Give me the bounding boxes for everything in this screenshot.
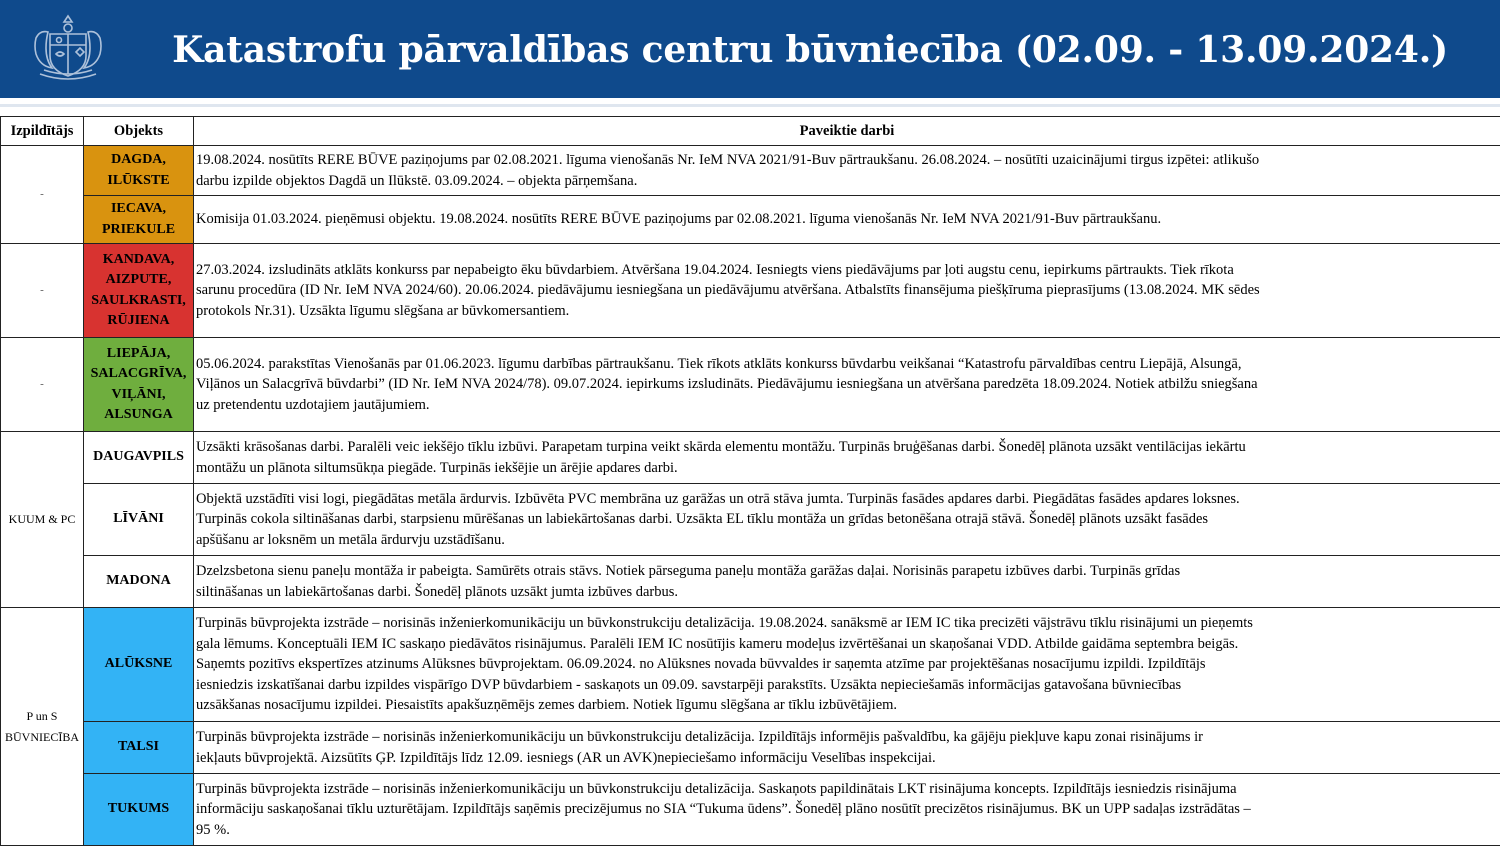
works-line: Komisija 01.03.2024. pieņēmusi objektu. 19.08.2024. nosūtīts RERE BŪVE paziņojums par 02.08.2021. līguma vienošanās Nr. IeM NVA 2021/91-Buv pārtraukšanu. [196,211,1162,228]
works-line: uz pretendentu uzdotajiem jautājumiem. [196,396,430,413]
works-line: siltināšanas un labiekārtošanas darbi. Šonedēļ plānots uzsākt jumta izbūves darbus. [196,583,679,600]
table-row [1,338,1500,432]
object-cell: TUKUMS [84,774,194,846]
executor-cell: KUUM & PC [1,432,84,608]
works-line: iesniedzis izskatīšanai darbu izpildes vispārīgo DVP būvdarbiem - saskaņots un 09.09. savstarpēji parakstīts. Uzsākta nepieciešamās informācijas gatavošana būvniecības [196,676,1182,693]
works-cell [194,338,1500,432]
object-name-line: KANDAVA, [102,251,175,267]
table-row [1,244,1500,338]
object-name-line: SALACGRĪVA, [90,366,187,381]
works-line: uzsākšanas nosacījumu izpildei. Piesaistīts apakšuzņēmējs zemes darbiem. Notiek līgumu slēgšana ar tīklu izbūvētājiem. [196,697,898,714]
table-row [1,774,1500,846]
object-name-line: RŪJIENA [107,313,170,328]
works-cell [194,484,1500,556]
works-line: Dzelzsbetona sienu paneļu montāža ir pabeigta. Samūrēts otrais stāvs. Notiek pārseguma paneļu montāža garāžas daļai. Norisinās parapetu izbūves darbi. Turpinās grīdas [196,563,1181,579]
works-cell [194,608,1500,722]
column-header-works: Paveiktie darbi [194,117,1500,146]
works-cell [194,432,1500,484]
table-row [1,196,1500,244]
works-line: protokols Nr.31). Uzsākta līgumu slēgšana ar būvkomersantiem. [196,302,570,319]
table-row [1,608,1500,722]
works-cell [194,556,1500,608]
object-name-line: VIĻĀNI, [111,386,166,402]
executor-cell: - [1,244,84,338]
works-line: 19.08.2024. nosūtīts RERE BŪVE paziņojums par 02.08.2021. līguma vienošanās Nr. IeM NVA 2021/91-Buv pārtraukšanu. 26.08.2024. – nosūtīti uzaicinājumi tirgus izpētei: atlikušo [196,152,1260,168]
works-line: informāciju saskaņošanai tīklu uzturētājam. Izpildītājs saņēmis precizējumus no SIA “Tukuma ūdens”. Šonedēļ plāno nosūtīt precizētos risinājumus. BK un UPP sadaļas izstrādātas – [196,801,1251,818]
object-cell [84,196,194,244]
object-name-line: ILŪKSTE [107,172,170,188]
executor-cell: - [1,338,84,432]
executor-name-line: BŪVNIECĪBA [5,729,79,744]
object-name-line: PRIEKULE [101,221,176,237]
object-cell: MADONA [84,556,194,608]
header-underline [0,104,1500,107]
column-header-executor: Izpildītājs [1,117,84,146]
works-line: Uzsākti krāsošanas darbi. Paralēli veic iekšējo tīklu izbūvi. Parapetam turpina veikt skārda elementu montāžu. Turpinās bruģēšanas darbi. Šonedēļ plānota uzsākt ventilācijas iekārtu [196,439,1246,455]
table-row [1,146,1500,196]
object-cell [84,244,194,338]
executor-cell [1,608,84,846]
works-line: Turpinās būvprojekta izstrāde – norisinās inženierkomunikāciju un būvkonstrukciju detalizācija. Izpildītājs informējis pašvaldību, ka gājēju piekļuve kapu zonai risinājums ir [196,729,1203,745]
works-line: apšūšanu ar loksnēm un metāla ārdurvju uzstādīšanu. [196,531,505,548]
works-line: 27.03.2024. izsludināts atklāts konkurss par nepabeigto ēku būvdarbiem. Atvēršana 19.04.2024. Iesniegts viens piedāvājums par ļoti augstu cenu, iepirkums pārtraukts. Tiek rīkota [196,261,1234,278]
works-line: Turpinās būvprojekta izstrāde – norisinās inženierkomunikāciju un būvkonstrukciju detalizācija. 19.08.2024. sanāksmē ar IEM IC tika precizēti vājstrāvu tīklu risinājumi un pieņemts [196,615,1253,632]
object-cell [84,338,194,432]
object-cell: LĪVĀNI [84,484,194,556]
works-cell [194,146,1500,196]
object-name-line: IECAVA, [110,201,167,216]
executor-name-line: P un S [26,709,58,723]
object-name-line: LIEPĀJA, [106,345,171,361]
works-line: iekļauts būvprojektā. Aizsūtīts ĢP. Izpildītājs līdz 12.09. iesniegs (AR un AVK)nepieciešamo informāciju Veselības inspekcijai. [196,749,936,766]
object-cell: DAUGAVPILS [84,432,194,484]
works-line: 95 %. [196,821,230,838]
object-cell: TALSI [84,722,194,774]
object-name-line: ALSUNGA [104,407,173,422]
works-cell [194,722,1500,774]
works-table [0,116,1500,846]
works-line: Turpinās būvprojekta izstrāde – norisinās inženierkomunikāciju un būvkonstrukciju detalizācija. Saskaņots papildinātais LKT risinājuma koncepts. Izpildītājs iesniedzis risinājuma [196,780,1237,797]
works-line: Viļānos un Salacgrīvā būvdarbi” (ID Nr. IeM NVA 2024/78). 09.07.2024. iepirkums izsludināts. Piedāvājumu iesniegšana un atvēršana paredzēta 18.09.2024. Notiek atbilžu sniegšana [196,376,1258,393]
table-header-row [1,117,1500,146]
table-row [1,432,1500,484]
works-cell [194,774,1500,846]
table-row [1,556,1500,608]
object-name-line: AIZPUTE, [105,272,172,287]
works-line: Objektā uzstādīti visi logi, piegādātas metāla ārdurvis. Izbūvēta PVC membrāna uz garāžas un otrā stāva jumta. Turpinās fasādes apdares darbi. Piegādātas fasādes apdares loksnes. [196,490,1240,507]
executor-cell: - [1,146,84,244]
object-name-line: DAGDA, [111,152,166,167]
works-line: Turpinās cokola siltināšanas darbi, starpsienu mūrēšanas un labiekārtošanas darbi. Uzsākta EL tīklu montāža un grīdas betonēšana otrajā stāvā. Šonedēļ plānots uzsākt fasādes [196,511,1209,528]
works-cell [194,196,1500,244]
header-bar [0,0,1500,98]
works-line: gala lēmums. Konceptuāli IEM IC saskaņo piedāvātos risinājumus. Paralēli IEM IC nosūtījis kameru modeļus izvērtēšanai un skaņošanai VDD. Atbilde gaidāma septembra beigās. [196,635,1239,652]
works-line: sarunu procedūra (ID Nr. IeM NVA 2024/60). 20.06.2024. piedāvājumu iesniegšana un piedāvājumu atvēršana. Atbalstīts finansējuma piešķīruma pieprasījums (13.08.2024. MK sēdes [196,282,1260,299]
table-row [1,722,1500,774]
latvia-coat-of-arms-icon [26,12,110,84]
column-header-object: Objekts [84,117,194,146]
works-line: montāžu un plānota siltumsūkņa piegāde. Turpinās iekšējie un ārējie apdares darbi. [196,459,678,476]
table-row [1,484,1500,556]
object-cell [84,146,194,196]
works-line: 05.06.2024. parakstītas Vienošanās par 01.06.2023. līgumu darbības pārtraukšanu. Tiek rīkots atklāts konkurss būvdarbu veikšanai “Katastrofu pārvaldības centru Liepājā, Alsungā, [196,355,1242,372]
page-title: Katastrofu pārvaldības centru būvniecība (02.09. - 13.09.2024.) [172,29,1448,71]
works-line: Saņemts pozitīvs ekspertīzes atzinums Alūksnes būvprojektam. 06.09.2024. no Alūksnes novada būvvaldes ir saņemta atzīme par projektēšanas nosacījumu izpildi. Izpildītājs [196,656,1206,673]
object-cell: ALŪKSNE [84,608,194,722]
works-line: darbu izpilde objektos Dagdā un Ilūkstē. 03.09.2024. – objekta pārņemšana. [196,172,638,189]
object-name-line: SAULKRASTI, [91,292,186,308]
works-cell [194,244,1500,338]
